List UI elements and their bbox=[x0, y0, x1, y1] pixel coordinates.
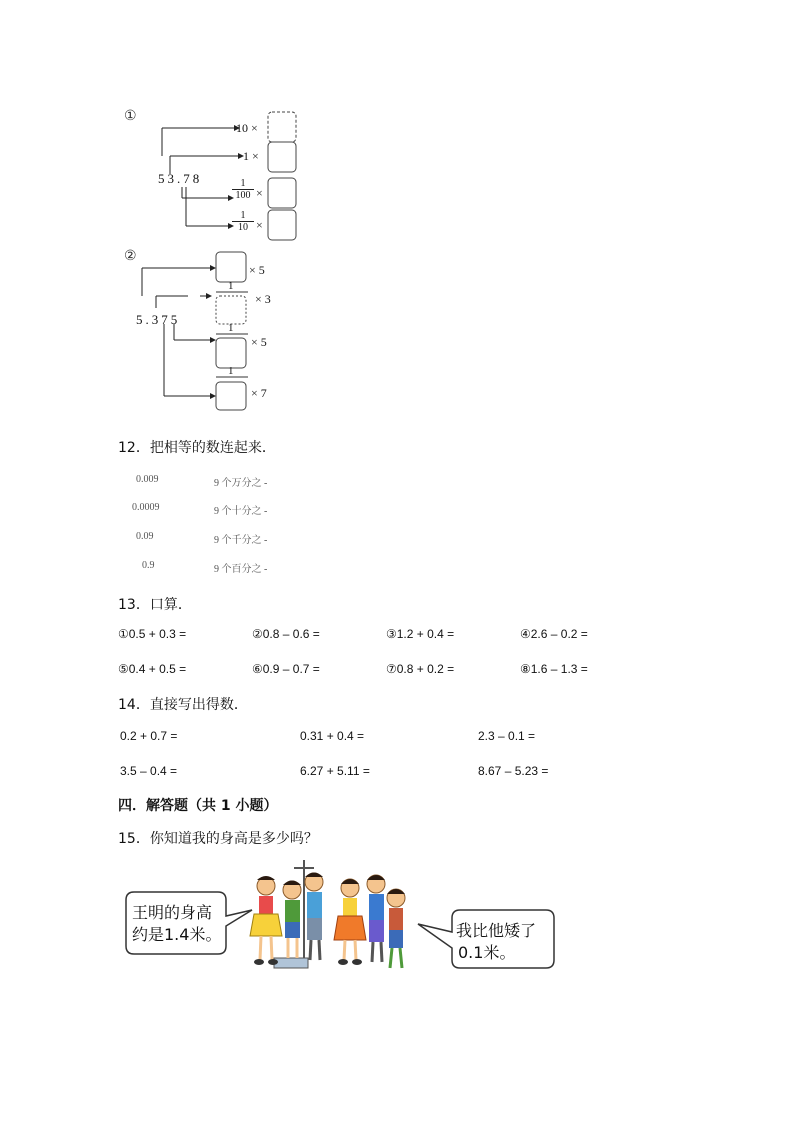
child-5 bbox=[367, 875, 385, 962]
d2-arrow-1 bbox=[210, 265, 216, 271]
q12-right-item-3[interactable]: 9 个千分之 - bbox=[214, 535, 268, 546]
q14-problem-4: 3.5 – 0.4 = bbox=[120, 764, 178, 778]
q14-problem-3: 2.3 – 0.1 = bbox=[478, 729, 536, 743]
d1-answer-box-2 bbox=[268, 142, 296, 172]
child-1 bbox=[250, 876, 282, 965]
q14-problem-2: 0.31 + 0.4 = bbox=[300, 729, 365, 743]
d2-answer-box-1 bbox=[216, 252, 246, 282]
q13-problem-7: ⑦0.8 + 0.2 = bbox=[386, 662, 455, 676]
q13-problem-3: ③1.2 + 0.4 = bbox=[386, 627, 455, 641]
d2-answer-box-4 bbox=[216, 382, 246, 410]
d2-row-2-mult: × 3 bbox=[255, 292, 271, 306]
diagram-2-lines bbox=[130, 248, 260, 414]
q12-title: 12．把相等的数连起来． bbox=[118, 440, 276, 456]
d2-answer-box-3 bbox=[216, 338, 246, 368]
q13-problem-4: ④2.6 – 0.2 = bbox=[520, 627, 588, 641]
q13-problem-5: ⑤0.4 + 0.5 = bbox=[118, 662, 187, 676]
q15-title: 15．你知道我的身高是多少吗？ bbox=[118, 831, 318, 847]
d2-row-3-mult: × 5 bbox=[251, 335, 267, 349]
q12-left-item-2[interactable]: 0.0009 bbox=[132, 502, 160, 513]
diagram-2-marker: ② bbox=[124, 248, 137, 264]
d1-row-4-op: × bbox=[256, 218, 263, 232]
d2-row-1-mult: × 5 bbox=[249, 263, 265, 277]
d2-row-2-num: 1 bbox=[228, 280, 234, 292]
q14-problem-5: 6.27 + 5.11 = bbox=[300, 764, 370, 778]
d1-answer-box-4 bbox=[268, 210, 296, 240]
right-bubble-line-2: 0.1米。 bbox=[458, 943, 516, 962]
d1-answer-box-3 bbox=[268, 178, 296, 208]
q12-right-item-4[interactable]: 9 个百分之 - bbox=[214, 564, 268, 575]
q12-right-item-1[interactable]: 9 个万分之 - bbox=[214, 478, 268, 489]
q13-problem-8: ⑧1.6 – 1.3 = bbox=[520, 662, 588, 676]
q13-problem-6: ⑥0.9 – 0.7 = bbox=[252, 662, 320, 676]
q12-left-item-4[interactable]: 0.9 bbox=[142, 560, 155, 571]
child-6 bbox=[387, 889, 405, 968]
q14-title: 14．直接写出得数． bbox=[118, 697, 248, 713]
q13-problem-2: ②0.8 – 0.6 = bbox=[252, 627, 320, 641]
diagram-1-marker: ① bbox=[124, 108, 137, 124]
d1-row-3-op: × bbox=[256, 186, 263, 200]
d2-arrow-3 bbox=[210, 337, 216, 343]
child-2 bbox=[283, 881, 301, 959]
section-4-title: 四．解答题（共 1 小题） bbox=[118, 798, 278, 814]
child-3 bbox=[305, 873, 323, 961]
q12-right-item-2[interactable]: 9 个十分之 - bbox=[214, 506, 268, 517]
scale-platform bbox=[274, 958, 308, 968]
d2-arrow-2 bbox=[206, 293, 212, 299]
d1-row-2-label: 1 × bbox=[243, 149, 259, 163]
child-4 bbox=[334, 879, 366, 965]
left-bubble-line-1: 王明的身高 bbox=[132, 903, 213, 922]
d1-number: 53.78 bbox=[158, 171, 203, 186]
d2-number: 5.375 bbox=[136, 312, 181, 327]
d2-row-3-num: 1 bbox=[228, 322, 234, 334]
right-bubble-text bbox=[456, 920, 536, 964]
left-bubble-line-2: 约是1.4米。 bbox=[132, 925, 222, 944]
d1-row-1-label: 10 × bbox=[236, 121, 258, 135]
d2-row-4-num: 1 bbox=[228, 365, 234, 377]
d1-fraction-1-10: $\frac{1}{10}$ bbox=[232, 210, 254, 233]
q12-left-item-1[interactable]: 0.009 bbox=[136, 474, 159, 485]
q12-left-item-3[interactable]: 0.09 bbox=[136, 531, 154, 542]
q14-problem-1: 0.2 + 0.7 = bbox=[120, 729, 178, 743]
q14-problem-6: 8.67 – 5.23 = bbox=[478, 764, 549, 778]
d1-answer-box-1 bbox=[268, 112, 296, 142]
right-bubble-line-1: 我比他矮了 bbox=[456, 921, 537, 940]
q13-title: 13．口算． bbox=[118, 597, 192, 613]
d2-arrow-4 bbox=[210, 393, 216, 399]
d2-row-4-mult: × 7 bbox=[251, 386, 267, 400]
d1-fraction-1-100: $\frac{1}{100}$ bbox=[232, 178, 254, 201]
q13-problem-1: ①0.5 + 0.3 = bbox=[118, 627, 187, 641]
left-bubble-text bbox=[132, 902, 221, 946]
d2-answer-box-2 bbox=[216, 296, 246, 324]
